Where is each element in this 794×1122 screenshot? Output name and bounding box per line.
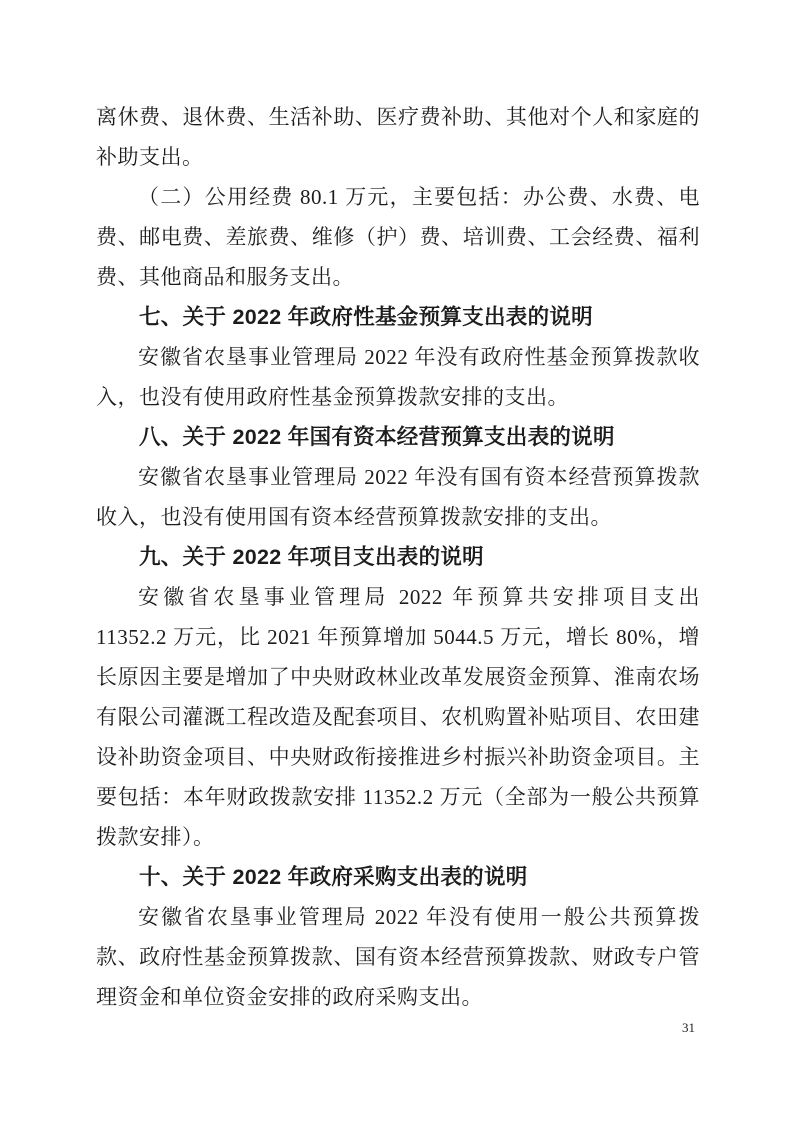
section-heading-9-project-expenditure: 九、关于 2022 年项目支出表的说明 [139,545,484,569]
paragraph-government-fund-budget: 安徽省农垦事业管理局 2022 年没有政府性基金预算拨款收入，也没有使用政府性基金预算拨款安排的支出。 [96,345,700,409]
paragraph-public-expense: （二）公用经费 80.1 万元，主要包括：办公费、水费、电费、邮电费、差旅费、维修（护）费、培训费、工会经费、福利费、其他商品和服务支出。 [96,185,700,289]
page-number: 31 [682,1020,695,1035]
section-heading-10-government-procurement: 十、关于 2022 年政府采购支出表的说明 [139,865,528,889]
paragraph-project-expenditure: 安徽省农垦事业管理局 2022 年预算共安排项目支出 11352.2 万元，比 2021 年预算增加 5044.5 万元，增长 80%，增长原因主要是增加了中央财政林业改革发展资金预算、淮南农场有限公司灌溉工程改造及配套项目、农机购置补贴项目、农田建设补助资金项目、中央财政衔接推进乡村振兴补助资金项目。主要包括：本年财政拨款安排 11352.2 万元（全部为一般公共预算拨款安排）。 [96,585,700,849]
section-heading-7-government-fund-budget: 七、关于 2022 年政府性基金预算支出表的说明 [139,305,593,329]
paragraph-personnel-subsidy-continuation: 离休费、退休费、生活补助、医疗费补助、其他对个人和家庭的补助支出。 [96,105,700,169]
section-heading-8-state-capital-budget: 八、关于 2022 年国有资本经营预算支出表的说明 [139,425,615,449]
paragraph-government-procurement: 安徽省农垦事业管理局 2022 年没有使用一般公共预算拨款、政府性基金预算拨款、国有资本经营预算拨款、财政专户管理资金和单位资金安排的政府采购支出。 [96,905,700,1009]
paragraph-state-capital-budget: 安徽省农垦事业管理局 2022 年没有国有资本经营预算拨款收入，也没有使用国有资本经营预算拨款安排的支出。 [96,465,700,529]
